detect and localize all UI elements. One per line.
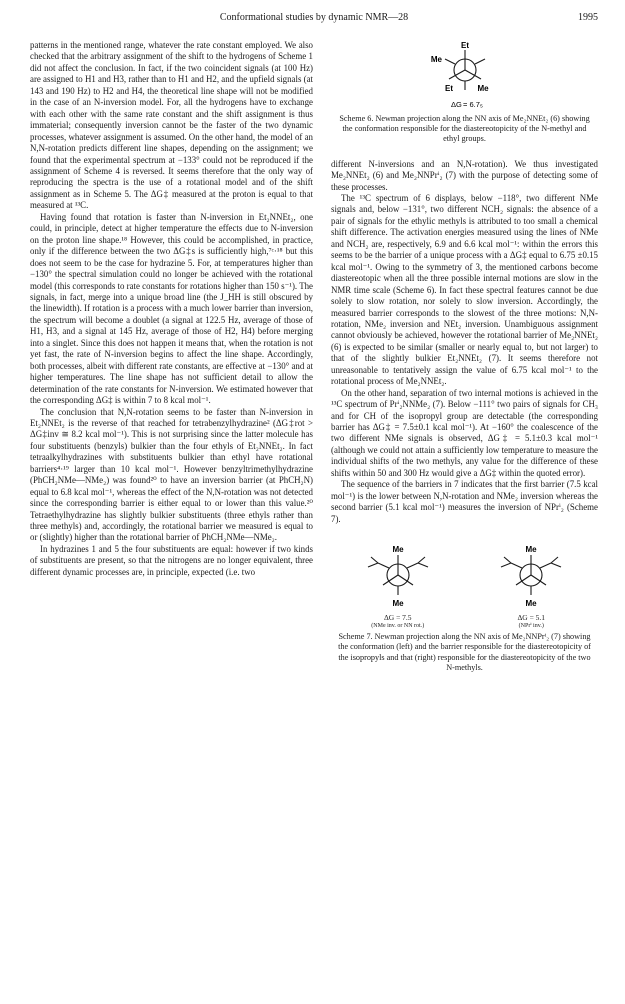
dg-symbol: ΔG (517, 613, 528, 623)
scheme-7-caption (335, 632, 594, 673)
page-number: 1995 (578, 12, 598, 23)
isopropyl-branch (368, 563, 378, 567)
paragraph: On the other hand, separation of two internal motions is achieved in the ¹³C spectrum of Prⁱ₂NNMe₂ (7). Below −111° two pairs of signals for CH₃ and for CH of the isopropyl group are detectable (the corresponding barrier has ΔG‡ = 7.5±0.1 kcal mol⁻¹). At −160° the coalescence of the two different NMe signals is observed, ΔG‡ = 5.1±0.3 kcal mol⁻¹ (although we could not attain a sufficiently low temperature to measure the individual shifts of the two methyls, any value for the difference of these shifts within 50 and 300 Hz would give a ΔG‡ within the quoted error). (331, 387, 598, 478)
label-me-top: Me (392, 545, 404, 555)
label-me-left: Me (430, 55, 442, 64)
back-bond (445, 59, 455, 64)
scheme-7-right-note: (NPrⁱ inv.) (518, 623, 544, 630)
paragraph: The ¹³C spectrum of 6 displays, below −118°, two different NMe signals and, below −131°, two different NCH₂ signals: the absence of a pair of signals for the ethylic methyls is attributed to too small a chemical shift difference. The activation energies measured using the lines of NMe and NCH₂ are, respectively, 6.9 and 6.6 kcal mol⁻¹: within the errors this seems to be the barrier of a unique process with a ΔG‡ equal to 6.75 ±0.15 kcal mol⁻¹. Owing to the symmetry of 3, the mentioned carbons become diastereotopic when all the three possible internal motions are slow in the NMR time scale (Scheme 6). In fact these spectral features cannot be due solely to slow rotation, nor solely to slow inversion. Accordingly, the measured barrier corresponds to the slowest of the three motions: N,N-rotation, NMe₂ inversion and NEt₂ inversion. Unambiguous assignment cannot obviously be achieved, however the rotational barrier of Me₂NNEt₂ (6) is expected to be similar (smaller or nearly equal to, but not larger) to that of the slightly bulkier Et₂NNEt₂ (7). It seems therefore not unreasonable to tentatively assign the value of 6.75 kcal mol⁻¹ to the rotational process of Me₂NNEt₂. (331, 192, 598, 387)
paragraph: In hydrazines 1 and 5 the four substituents are equal: however if two kinds of substituents are present, so that the nitrogens are no longer equivalent, three different dynamic processes are, in principle, expected (i.e. two (30, 543, 313, 577)
back-bond (540, 563, 551, 568)
back-bond (407, 563, 418, 568)
label-me-bottom: Me (525, 599, 537, 609)
paragraph: The sequence of the barriers in 7 indicates that the first barrier (7.5 kcal mol⁻¹) is the lower between N,N-rotation and NMe₂ inversion whereas the second barrier (5.1 kcal mol⁻¹) measures the inversion of NPrⁱ₂ (Scheme 7). (331, 479, 598, 524)
scheme-7-right-newman-projection (486, 535, 576, 613)
scheme-7-right-dg (471, 613, 591, 622)
scheme-6-newman-projection (405, 40, 525, 112)
back-bond (475, 59, 485, 64)
label-et-top: Et (460, 41, 469, 50)
paragraph: The conclusion that N,N-rotation seems to be faster than N-inversion in Et₂NNEt₂ is the reverse of that reached for tetrabenzylhydrazine² (ΔG‡rot > ΔG‡inv ≅ 8.2 kcal mol⁻¹). This is not surprising since the latter molecule has four substituents (benzyls) bulkier than the four ethyls of Et₂NNEt₂. In fact tetraalkylhydrazines with substituents bulkier than ethyl have rotational barriers⁴·¹⁹ larger than 10 kcal mol⁻¹. However benzyltrimethylhydrazine (PhCH₂NMe—NMe₂) was found²⁰ to have an inversion barrier (at PhCH₂N) equal to 6.8 kcal mol⁻¹, whereas the effect of the N,N-rotation was not detected since the corresponding barrier is either equal to or lower than this value.²⁰ Tetraethylhydrazine has slightly bulkier substituents (three ethyls rather than three methyls) and, accordingly, the rotational barrier we measured is equal to or (slightly) higher than the rotational barrier of PhCH₂NMe—NMe₂. (30, 406, 313, 543)
isopropyl-branch (551, 557, 558, 563)
back-bond (511, 563, 522, 568)
caption-text: Newman projection along the NN axis of Me₂NNPrⁱ₂ (7) showing the conformation (left) and the barrier responsible for the diastereotopicity of the isopropyls and that (right) responsible for the diastereotopicity of the two N-methyls. (338, 632, 591, 672)
paragraph: different N-inversions and an N,N-rotation). We thus investigated Me₂NNEt₂ (6) and Me₂NNPrⁱ₂ (7) with the purpose of detecting some of these processes. (331, 158, 598, 192)
running-title: Conformational studies by dynamic NMR—28 (219, 12, 409, 23)
left-column (30, 40, 313, 578)
back-bond (378, 563, 389, 568)
isopropyl-branch (501, 563, 511, 567)
isopropyl-branch (371, 557, 378, 563)
scheme-7-left-newman-projection (353, 535, 443, 613)
label-me-bottom: Me (392, 599, 404, 609)
dg-value: = 5.1 (529, 613, 546, 623)
caption-label: Scheme 7. (338, 632, 373, 642)
scheme-7 (331, 535, 598, 673)
scheme-7-left-dg (338, 613, 458, 622)
paragraph: patterns in the mentioned range, whatever the rate constant employed. We also checked that the arbitrary assignment of the shift to the hydrogens of Scheme 1 did not affect the conclusion. In fact, if the two coincident signals (at 100 Hz) are assigned to H1 and H3, rather than to H1 and H2, and the upfield signals (at 143 and 190 Hz) to H2 and H4, the theoretical line shape will not be modified in the case of an N-inversion model. For, all the hydrogens have to exchange with each other with the same rate constant and the shift assignment is thus immaterial; consequently inversion cannot be the faster of the two dynamic processes, whatever assignment is assumed. On the other hand, the model of an N,N-rotation predicts different line shapes, depending on the assignment; we found that the experimental spectrum at −133° could not be reproduced if the assignment of Scheme 4 is reversed. It seems therefore that the only way of reproducing the spectra is the use of a rotational model and of the shift assignment as in Scheme 5. The ΔG‡ measured at the proton is equal to that measured at ¹³C. (30, 40, 313, 211)
scheme-7-left-note: (NMe inv. or NN rot.) (371, 623, 425, 630)
scheme-6-caption (335, 114, 594, 145)
dg-value: = 7.5 (396, 613, 412, 623)
isopropyl-branch (504, 557, 511, 563)
isopropyl-branch (418, 557, 425, 563)
scheme-7-right (471, 535, 591, 630)
page-header (30, 12, 598, 28)
caption-label: Scheme 6. (339, 114, 374, 123)
dg-symbol: ΔG (383, 613, 395, 623)
label-et-bottom: Et (444, 84, 453, 93)
scheme-7-left (338, 535, 458, 630)
isopropyl-branch (551, 563, 561, 567)
scheme-6-dg-value: = 6.7₅ (462, 100, 483, 109)
scheme-6 (331, 40, 598, 145)
right-column (331, 40, 598, 673)
label-me-bottom: Me (476, 84, 489, 93)
label-me-top: Me (525, 545, 537, 555)
scheme-6-dg-symbol: ΔG (450, 100, 462, 109)
paragraph: Having found that rotation is faster than N-inversion in Et₂NNEt₂, one could, in principle, detect at higher temperature the effects due to N-inversion on the proton line shape.¹⁸ However, this could be accomplished, in practice, only if the difference between the two ΔG‡s is sufficiently high,⁷ᶜ·¹⁸ but this does not seem to be the case for hydrazine 5. For, at temperatures higher than −130° the spectral simulation could no longer be achieved with the rotational model (this corresponds to rate constants for rotations higher than 150 s⁻¹). The signals, in fact, merge into a unique broad line (the J_HH is still obscured by the linewidth). If rotation is a process with a much lower barrier than inversion, the spectrum will become a doublet (a signal at 122.5 Hz, average of those of H1, H3, and a signal at 145 Hz, average of those of H2, H4) before merging into a singlet. Since this does not happen it means that, when the rotation is not yet fast, the rate of N-inversion begins to affect the line shape. Accordingly, both processes, albeit with different rate constants, are effective at −130° and at higher temperatures. The line shape has not sufficient detail to allow the determination of the rate constants for N-inversion. We estimated however that the corresponding ΔG‡ is within 7 to 8 kcal mol⁻¹. (30, 211, 313, 406)
caption-text: Newman projection along the NN axis of Me₂NNEt₂ (6) showing the conformation responsible for the diastereotopicity of the N-methyl and ethyl groups. (342, 114, 590, 144)
isopropyl-branch (418, 563, 428, 567)
